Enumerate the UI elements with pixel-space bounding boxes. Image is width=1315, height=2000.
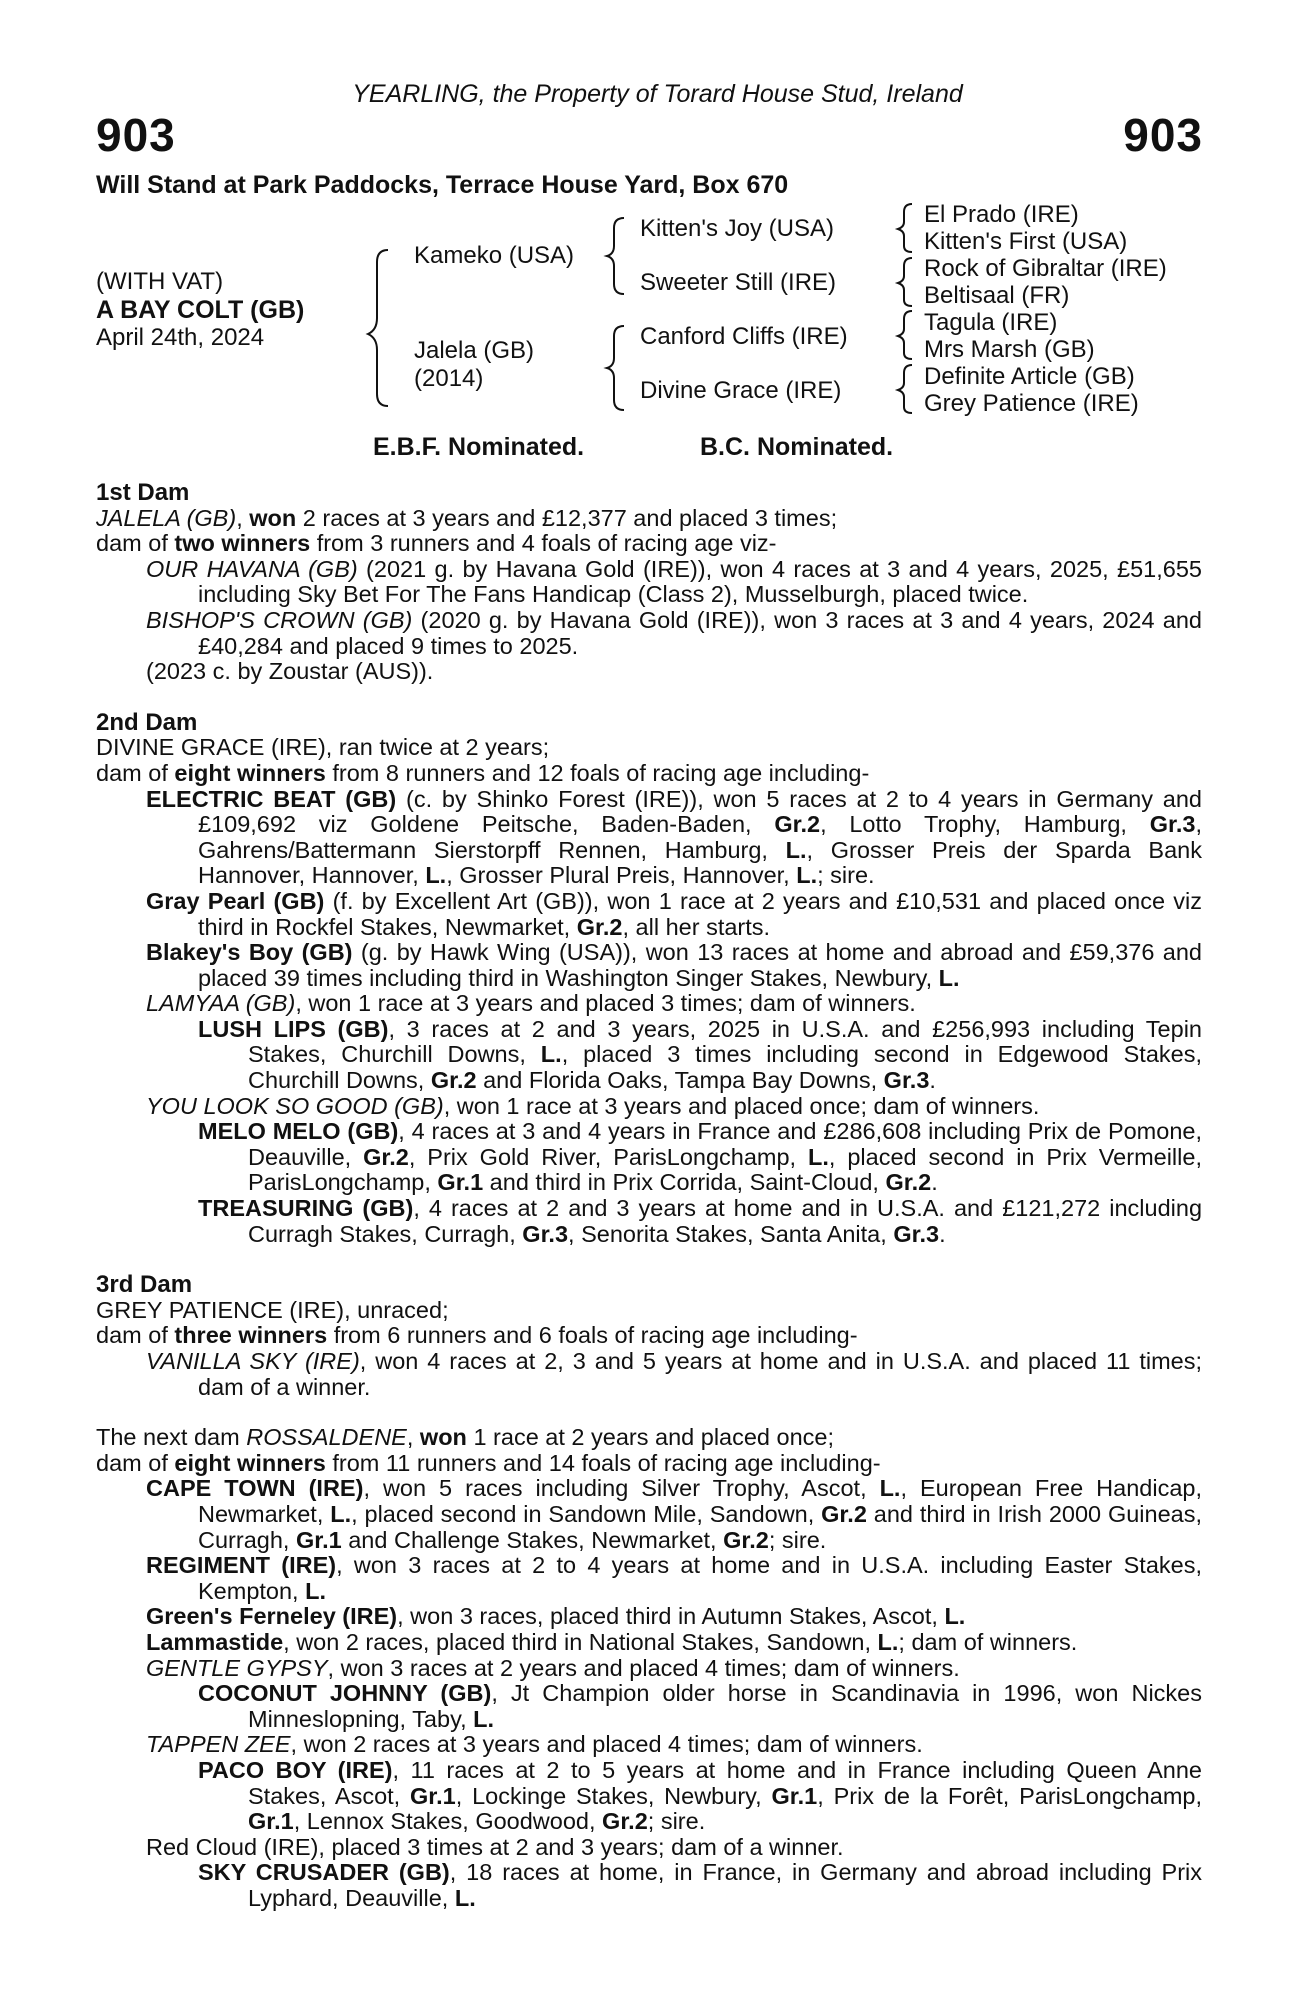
produce-sky-crusader: SKY CRUSADER (GB), 18 races at home, in France, in Germany and abroad including Prix Lyphard, Deauville, L. <box>198 1859 1203 1911</box>
second-dam-produce-line: dam of eight winners from 8 runners and 12 foals of racing age including- <box>96 759 870 786</box>
produce-melo-melo: MELO MELO (GB), 4 races at 3 and 4 years in France and £286,608 including Prix de Pomone, Deauville, Gr.2, Prix Gold River, ParisLongchamp, L., placed second in Prix Vermeille, ParisLongchamp, Gr.1 and third in Prix Corrida, Saint-Cloud, Gr.2. <box>198 1118 1202 1196</box>
first-dam-line: JALELA (GB), won 2 races at 3 years and £12,377 and placed 3 times; <box>96 504 838 531</box>
produce-lush-lips: LUSH LIPS (GB), 3 races at 2 and 3 years, 2025 in U.S.A. and £256,993 including Tepin Stakes, Churchill Downs, L., placed 3 times including second in Edgewood Stakes, Churchill Downs, Gr.2 and Florida Oaks, Tampa Bay Downs, Gr.3. <box>198 1015 1202 1094</box>
produce-red-cloud: Red Cloud (IRE), placed 3 times at 2 and 3 years; dam of a winner. <box>146 1833 844 1860</box>
bc-nomination: B.C. Nominated. <box>700 433 894 461</box>
lot-number-right: 903 <box>1123 109 1203 161</box>
venue-line: Will Stand at Park Paddocks, Terrace House Yard, Box 670 <box>96 171 789 199</box>
produce-paco-boy: PACO BOY (IRE), 11 races at 2 to 5 years at home and in France including Queen Anne Stakes, Ascot, Gr.1, Lockinge Stakes, Newbury, Gr.1, Prix de la Forêt, ParisLongchamp, Gr.1, Lennox Stakes, Goodwood, Gr.2; sire. <box>198 1756 1202 1835</box>
produce-coconut-johnny: COCONUT JOHNNY (GB), Jt Champion older horse in Scandinavia in 1996, won Nickes Minneslopning, Taby, L. <box>198 1680 1202 1732</box>
colt-name: A BAY COLT (GB) <box>96 296 305 324</box>
pedigree-ddd: Grey Patience (IRE) <box>924 390 1139 417</box>
next-dam-line: The next dam ROSSALDENE, won 1 race at 2 years and placed once; <box>96 1424 835 1451</box>
bracket-ss <box>898 204 912 252</box>
colt-dob: April 24th, 2024 <box>96 324 265 351</box>
lot-number-left: 903 <box>96 109 176 161</box>
bracket-colt <box>368 250 388 406</box>
next-dam-section <box>96 1425 1202 1911</box>
pedigree-dam-year: (2014) <box>414 365 484 392</box>
third-dam-heading: 3rd Dam <box>96 1271 193 1299</box>
bracket-sd <box>898 258 912 306</box>
produce-treasuring: TREASURING (GB), 4 races at 2 and 3 years at home and in U.S.A. and £121,272 including Curragh Stakes, Curragh, Gr.3, Senorita Stakes, Santa Anita, Gr.3. <box>198 1195 1203 1247</box>
next-dam-produce-line: dam of eight winners from 11 runners and 14 foals of racing age including- <box>96 1449 881 1476</box>
produce-gray-pearl: Gray Pearl (GB) (f. by Excellent Art (GB)), won 1 race at 2 years and £10,531 and placed once viz third in Rockfel Stakes, Newmarket, Gr.2, all her starts. <box>146 887 1202 940</box>
pedigree-dam-dam: Divine Grace (IRE) <box>640 377 842 404</box>
bracket-dam <box>607 326 624 410</box>
produce-lammastide: Lammastide, won 2 races, placed third in National Stakes, Sandown, L.; dam of winners. <box>146 1628 1078 1655</box>
produce-gentle-gypsy: GENTLE GYPSY, won 3 races at 2 years and placed 4 times; dam of winners. <box>146 1654 960 1681</box>
produce-you-look-so-good: YOU LOOK SO GOOD (GB), won 1 race at 3 years and placed once; dam of winners. <box>146 1092 1040 1119</box>
second-dam-section <box>96 710 1202 1247</box>
third-dam-line: GREY PATIENCE (IRE), unraced; <box>96 1296 449 1323</box>
ebf-nomination: E.B.F. Nominated. <box>373 433 585 461</box>
pedigree-dam-sire: Canford Cliffs (IRE) <box>640 323 848 350</box>
produce-2023-colt: (2023 c. by Zoustar (AUS)). <box>146 658 434 685</box>
bracket-dd <box>898 365 912 413</box>
produce-electric-beat: ELECTRIC BEAT (GB) (c. by Shinko Forest (IRE)), won 5 races at 2 to 4 years in Germany and £109,692 viz Goldene Peitsche, Baden-Baden, Gr.2, Lotto Trophy, Hamburg, Gr.3, Gahrens/Battermann Sierstorpff Rennen, Hamburg, L., Grosser Preis der Sparda Bank Hannover, Hannover, L., Grosser Plural Preis, Hannover, L.; sire. <box>146 785 1203 889</box>
pedigree-sds: Rock of Gibraltar (IRE) <box>924 255 1167 282</box>
first-dam-heading: 1st Dam <box>96 479 190 506</box>
second-dam-heading: 2nd Dam <box>96 708 198 736</box>
pedigree-dam: Jalela (GB) <box>414 337 535 364</box>
pedigree-sire: Kameko (USA) <box>414 242 575 269</box>
produce-tappen-zee: TAPPEN ZEE, won 2 races at 3 years and placed 4 times; dam of winners. <box>146 1731 923 1758</box>
produce-lamyaa: LAMYAA (GB), won 1 race at 3 years and placed 3 times; dam of winners. <box>146 990 916 1017</box>
third-dam-produce-line: dam of three winners from 6 runners and 6 foals of racing age including- <box>96 1322 858 1349</box>
pedigree-sire-sire: Kitten's Joy (USA) <box>640 215 834 242</box>
pedigree-dss: Tagula (IRE) <box>924 309 1058 336</box>
pedigree-sss: El Prado (IRE) <box>924 201 1079 228</box>
pedigree-dds: Definite Article (GB) <box>924 363 1135 390</box>
bracket-ds <box>898 311 912 359</box>
produce-cape-town: CAPE TOWN (IRE), won 5 races including Silver Trophy, Ascot, L., European Free Handicap, Newmarket, L., placed second in Sandown Mile, Sandown, Gr.2 and third in Irish 2000 Guineas, Curragh, Gr.1 and Challenge Stakes, Newmarket, Gr.2; sire. <box>146 1475 1203 1553</box>
produce-blakeys-boy: Blakey's Boy (GB) (g. by Hawk Wing (USA)), won 13 races at home and abroad and £59,376 and placed 39 times including third in Washington Singer Stakes, Newbury, L. <box>146 939 1203 991</box>
catalogue-body <box>96 480 1202 1911</box>
pedigree-sire-dam: Sweeter Still (IRE) <box>640 269 837 296</box>
produce-our-havana: OUR HAVANA (GB) (2021 g. by Havana Gold (IRE)), won 4 races at 3 and 4 years, 2025, £51,655 including Sky Bet For The Fans Handicap (Class 2), Musselburgh, placed twice. <box>146 555 1202 608</box>
bracket-sire <box>607 218 624 294</box>
pedigree-dsd: Mrs Marsh (GB) <box>924 336 1095 363</box>
second-dam-line: DIVINE GRACE (IRE), ran twice at 2 years; <box>96 734 550 761</box>
produce-regiment: REGIMENT (IRE), won 3 races at 2 to 4 years at home and in U.S.A. including Easter Stakes, Kempton, L. <box>146 1552 1202 1604</box>
vat-note: (WITH VAT) <box>96 268 224 295</box>
first-dam-produce-line: dam of two winners from 3 runners and 4 foals of racing age viz- <box>96 530 777 557</box>
lot-subtitle: YEARLING, the Property of Torard House Stud, Ireland <box>352 80 963 108</box>
produce-vanilla-sky: VANILLA SKY (IRE), won 4 races at 2, 3 and 5 years at home and in U.S.A. and placed 11 times; dam of a winner. <box>146 1348 1202 1400</box>
pedigree-ssd: Kitten's First (USA) <box>924 228 1128 255</box>
pedigree-sdd: Beltisaal (FR) <box>924 282 1070 309</box>
third-dam-section <box>96 1272 1202 1400</box>
produce-bishops-crown: BISHOP'S CROWN (GB) (2020 g. by Havana Gold (IRE)), won 3 races at 3 and 4 years, 2024 and £40,284 and placed 9 times to 2025. <box>146 606 1202 659</box>
first-dam-section <box>96 480 1202 685</box>
produce-greens-ferneley: Green's Ferneley (IRE), won 3 races, placed third in Autumn Stakes, Ascot, L. <box>146 1603 966 1630</box>
